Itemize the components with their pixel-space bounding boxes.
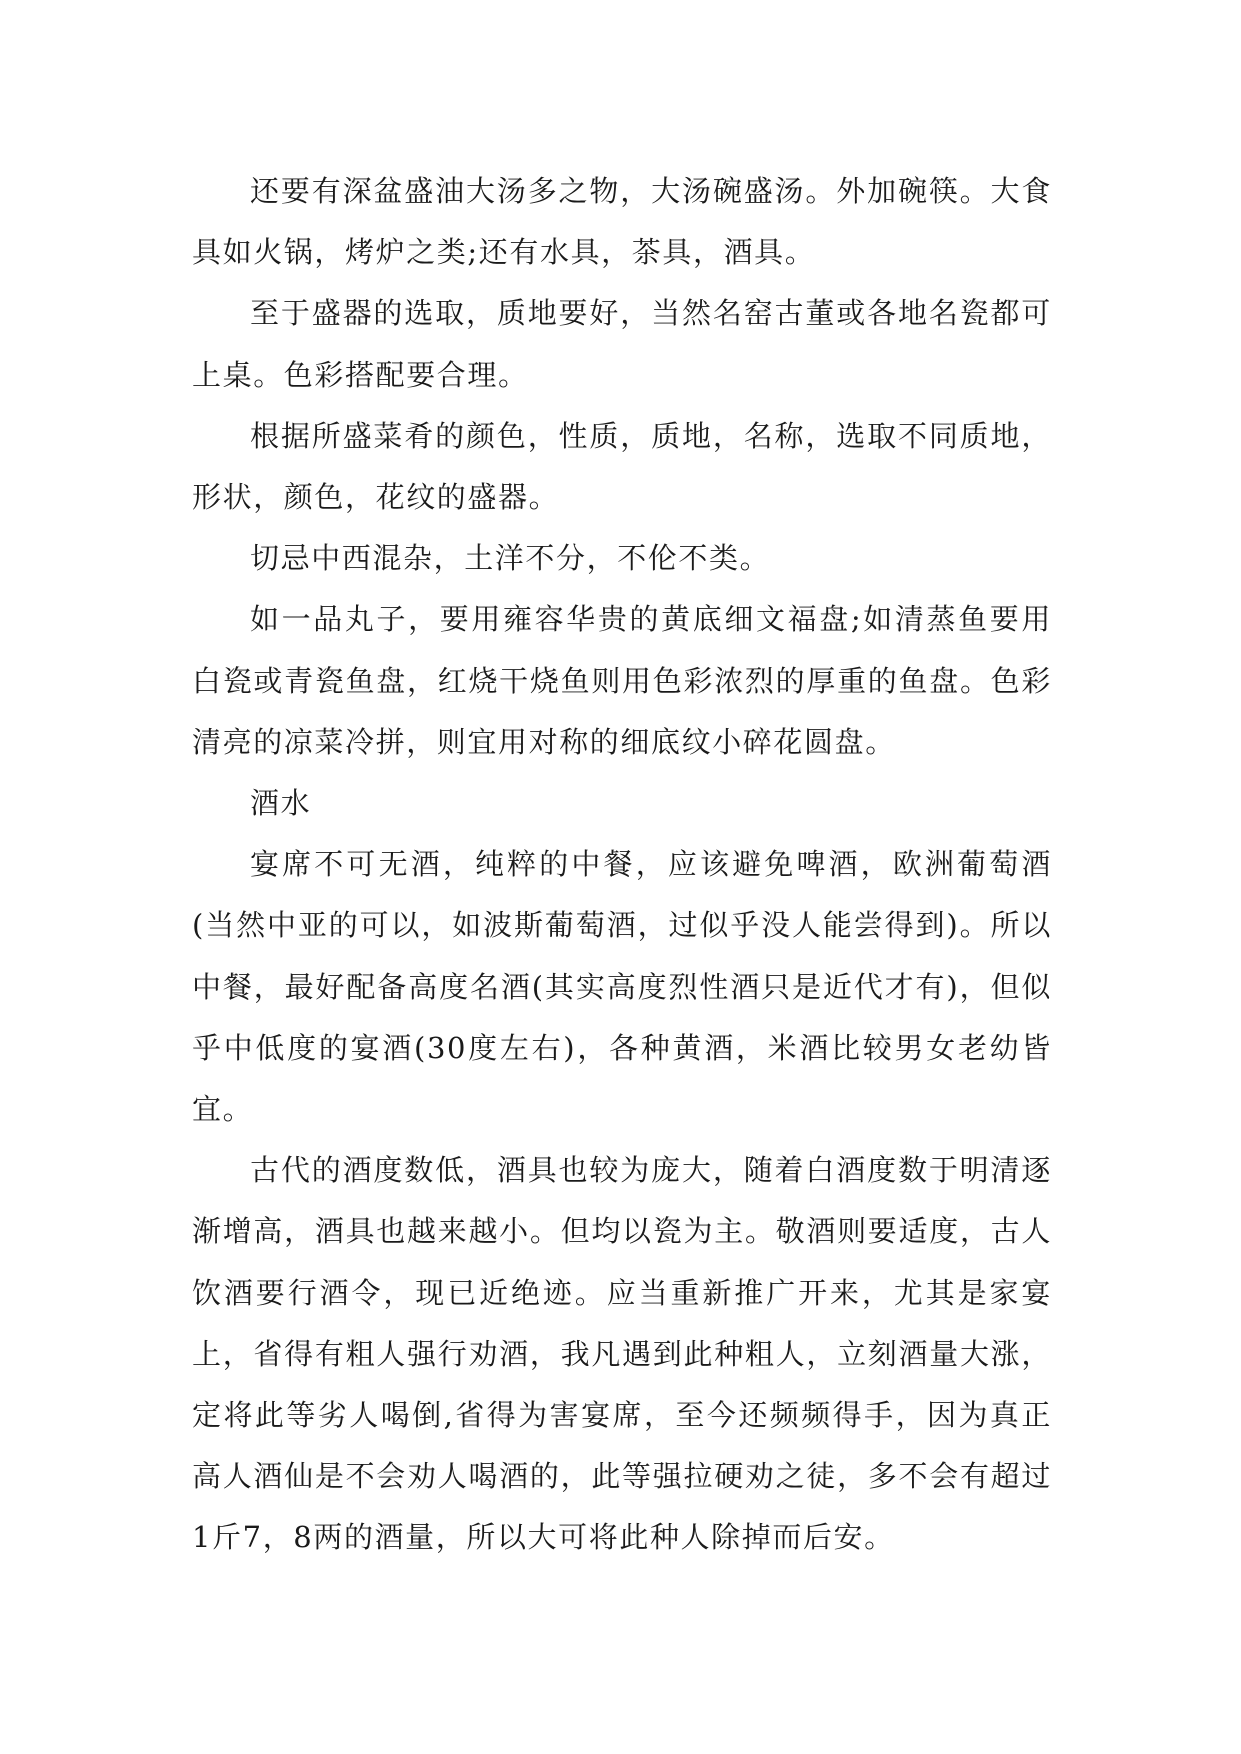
paragraph-plate-examples: 如一品丸子，要用雍容华贵的黄底细文福盘;如清蒸鱼要用白瓷或青瓷鱼盘，红烧干烧鱼则用色彩浓烈的厚重的鱼盘。色彩清亮的凉菜冷拼，则宜用对称的细底纹小碎花圆盘。 — [192, 602, 1052, 759]
section-heading-drinks: 酒水 — [250, 786, 312, 821]
body-text — [192, 161, 1052, 1569]
paragraph-vessel-quality: 至于盛器的选取，质地要好，当然名窑古董或各地名瓷都可上桌。色彩搭配要合理。 — [192, 296, 1052, 392]
paragraph-ancient-drinking: 古代的酒度数低，酒具也较为庞大，随着白酒度数于明清逐渐增高，酒具也越来越小。但均以瓷为主。敬酒则要适度，古人饮酒要行酒令，现已近绝迹。应当重新推广开来，尤其是家宴上，省得有粗人强行劝酒，我凡遇到此种粗人，立刻酒量大涨，定将此等劣人喝倒,省得为害宴席，至今还频频得手，因为真正高人酒仙是不会劝人喝酒的，此等强拉硬劝之徒，多不会有超过1斤7，8两的酒量，所以大可将此种人除掉而后安。 — [192, 1153, 1052, 1555]
paragraph-vessel-selection: 根据所盛菜肴的颜色，性质，质地，名称，选取不同质地，形状，颜色，花纹的盛器。 — [192, 418, 1052, 515]
paragraph-banquet-wine: 宴席不可无酒，纯粹的中餐，应该避免啤酒，欧洲葡萄酒(当然中亚的可以，如波斯葡萄酒，过似乎没人能尝得到)。所以中餐，最好配备高度名酒(其实高度烈性酒只是近代才有)，但似乎中低度的宴酒(30度左右)，各种黄酒，米酒比较男女老幼皆宜。 — [192, 847, 1052, 1127]
paragraph-avoid-mixing: 切忌中西混杂，土洋不分，不伦不类。 — [250, 541, 771, 576]
paragraph-tableware-soup: 还要有深盆盛油大汤多之物，大汤碗盛汤。外加碗筷。大食具如火锅，烤炉之类;还有水具，茶具，酒具。 — [192, 174, 1052, 270]
